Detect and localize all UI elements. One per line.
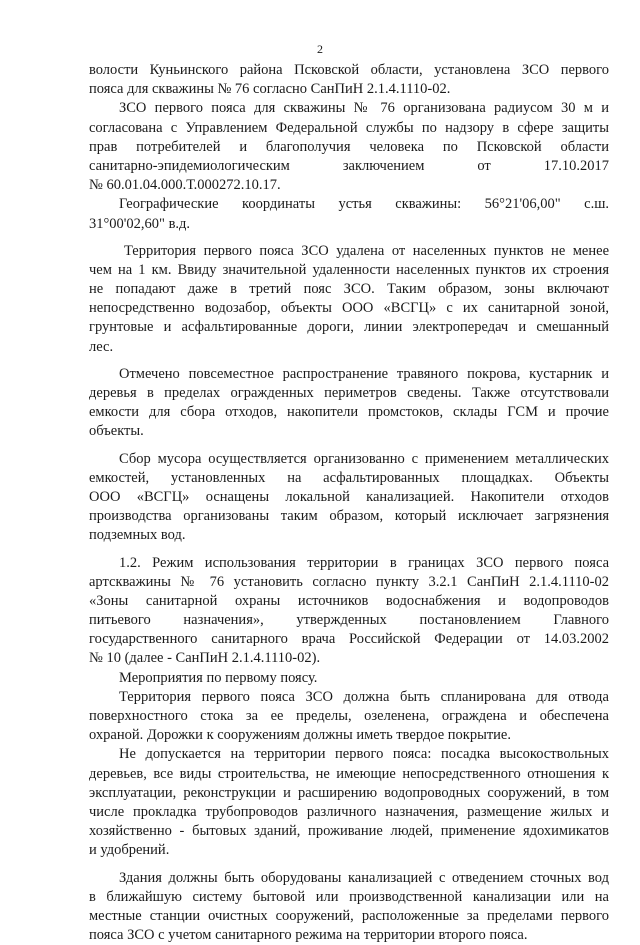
text-line: числе прокладка трубопроводов различного назначения, размещение жилых и bbox=[89, 803, 609, 822]
text-line: объекты. bbox=[89, 422, 609, 441]
paragraph bbox=[89, 365, 609, 442]
text-line: поверхностного стока за ее пределы, озеленена, ограждена и обеспечена bbox=[89, 707, 609, 726]
paragraph bbox=[89, 869, 609, 945]
text-line: артскважины № 76 установить согласно пункту 3.2.1 СанПиН 2.1.4.1110-02 bbox=[89, 573, 609, 592]
text-line: деревья в пределах огражденных периметров сведены. Также отсутствовали bbox=[89, 384, 609, 403]
text-line: Сбор мусора осуществляется организованно с применением металлических bbox=[89, 450, 609, 469]
text-line: деревьев, все виды строительства, не имеющие непосредственного отношения к bbox=[89, 765, 609, 784]
text-line: местные станции очистных сооружений, расположенные за пределами первого bbox=[89, 907, 609, 926]
text-line: государственного санитарного врача Российской Федерации от 14.03.2002 bbox=[89, 630, 609, 649]
text-line: Территория первого пояса ЗСО удалена от населенных пунктов не менее bbox=[89, 242, 609, 261]
text-line: эксплуатации, реконструкции и расширению водопроводных сооружений, в том bbox=[89, 784, 609, 803]
text-line: пояса ЗСО с учетом санитарного режима на территории второго пояса. bbox=[89, 926, 609, 945]
text-line: прав потребителей и благополучия человека по Псковской области bbox=[89, 138, 609, 157]
text-line: «Зоны санитарной охраны источников водоснабжения и водопроводов bbox=[89, 592, 609, 611]
text-line: лес. bbox=[89, 338, 609, 357]
paragraph bbox=[89, 61, 609, 99]
text-line: питьевого назначения», утвержденных постановлением Главного bbox=[89, 611, 609, 630]
text-line: 31°00'02,60" в.д. bbox=[89, 215, 609, 234]
paragraph bbox=[89, 745, 609, 860]
paragraph bbox=[89, 450, 609, 546]
document-body bbox=[89, 61, 609, 945]
text-line: и удобрений. bbox=[89, 841, 609, 860]
text-line: емкости для сбора отходов, накопители промстоков, склады ГСМ и прочие bbox=[89, 403, 609, 422]
text-line: не попадают даже в третий пояс ЗСО. Таким образом, зоны включают bbox=[89, 280, 609, 299]
paragraph bbox=[89, 99, 609, 195]
paragraph bbox=[89, 669, 609, 688]
text-line: согласована с Управлением Федеральной службы по надзору в сфере защиты bbox=[89, 119, 609, 138]
text-line: чем на 1 км. Ввиду значительной удаленности населенных пунктов их строения bbox=[89, 261, 609, 280]
text-line: 1.2. Режим использования территории в границах ЗСО первого пояса bbox=[89, 554, 609, 573]
text-line: Не допускается на территории первого пояса: посадка высокоствольных bbox=[89, 745, 609, 764]
text-line: емкостей, установленных на асфальтированных площадках. Объекты bbox=[89, 469, 609, 488]
text-line: непосредственно водозабор, объекты ООО «ВСГЦ» с их санитарной зоной, bbox=[89, 299, 609, 318]
text-line: Отмечено повсеместное распространение травяного покрова, кустарник и bbox=[89, 365, 609, 384]
text-line: санитарно-эпидемиологическим заключением от 17.10.2017 bbox=[89, 157, 609, 176]
text-line: Мероприятия по первому поясу. bbox=[89, 669, 609, 688]
text-line: ЗСО первого пояса для скважины № 76 организована радиусом 30 м и bbox=[89, 99, 609, 118]
text-line: охраной. Дорожки к сооружениям должны иметь твердое покрытие. bbox=[89, 726, 609, 745]
paragraph bbox=[89, 195, 609, 233]
text-line: № 60.01.04.000.Т.000272.10.17. bbox=[89, 176, 609, 195]
text-line: производства организованы таким образом, который исключает загрязнения bbox=[89, 507, 609, 526]
text-line: волости Куньинского района Псковской области, установлена ЗСО первого bbox=[89, 61, 609, 80]
page-number: 2 bbox=[0, 42, 640, 56]
text-line: в ближайшую систему бытовой или производственной канализации или на bbox=[89, 888, 609, 907]
text-line: подземных вод. bbox=[89, 526, 609, 545]
paragraph bbox=[89, 242, 609, 357]
text-line: Географические координаты устья скважины: 56°21'06,00" с.ш. bbox=[89, 195, 609, 214]
text-line: хозяйственно - бытовых зданий, проживание людей, применение ядохимикатов bbox=[89, 822, 609, 841]
text-line: грунтовые и асфальтированные дороги, линии электропередач и смешанный bbox=[89, 318, 609, 337]
paragraph bbox=[89, 688, 609, 746]
text-line: ООО «ВСГЦ» оснащены локальной канализацией. Накопители отходов bbox=[89, 488, 609, 507]
text-line: Здания должны быть оборудованы канализацией с отведением сточных вод bbox=[89, 869, 609, 888]
text-line: пояса для скважины № 76 согласно СанПиН 2.1.4.1110-02. bbox=[89, 80, 609, 99]
text-line: № 10 (далее - СанПиН 2.1.4.1110-02). bbox=[89, 649, 609, 668]
paragraph bbox=[89, 554, 609, 669]
text-line: Территория первого пояса ЗСО должна быть спланирована для отвода bbox=[89, 688, 609, 707]
